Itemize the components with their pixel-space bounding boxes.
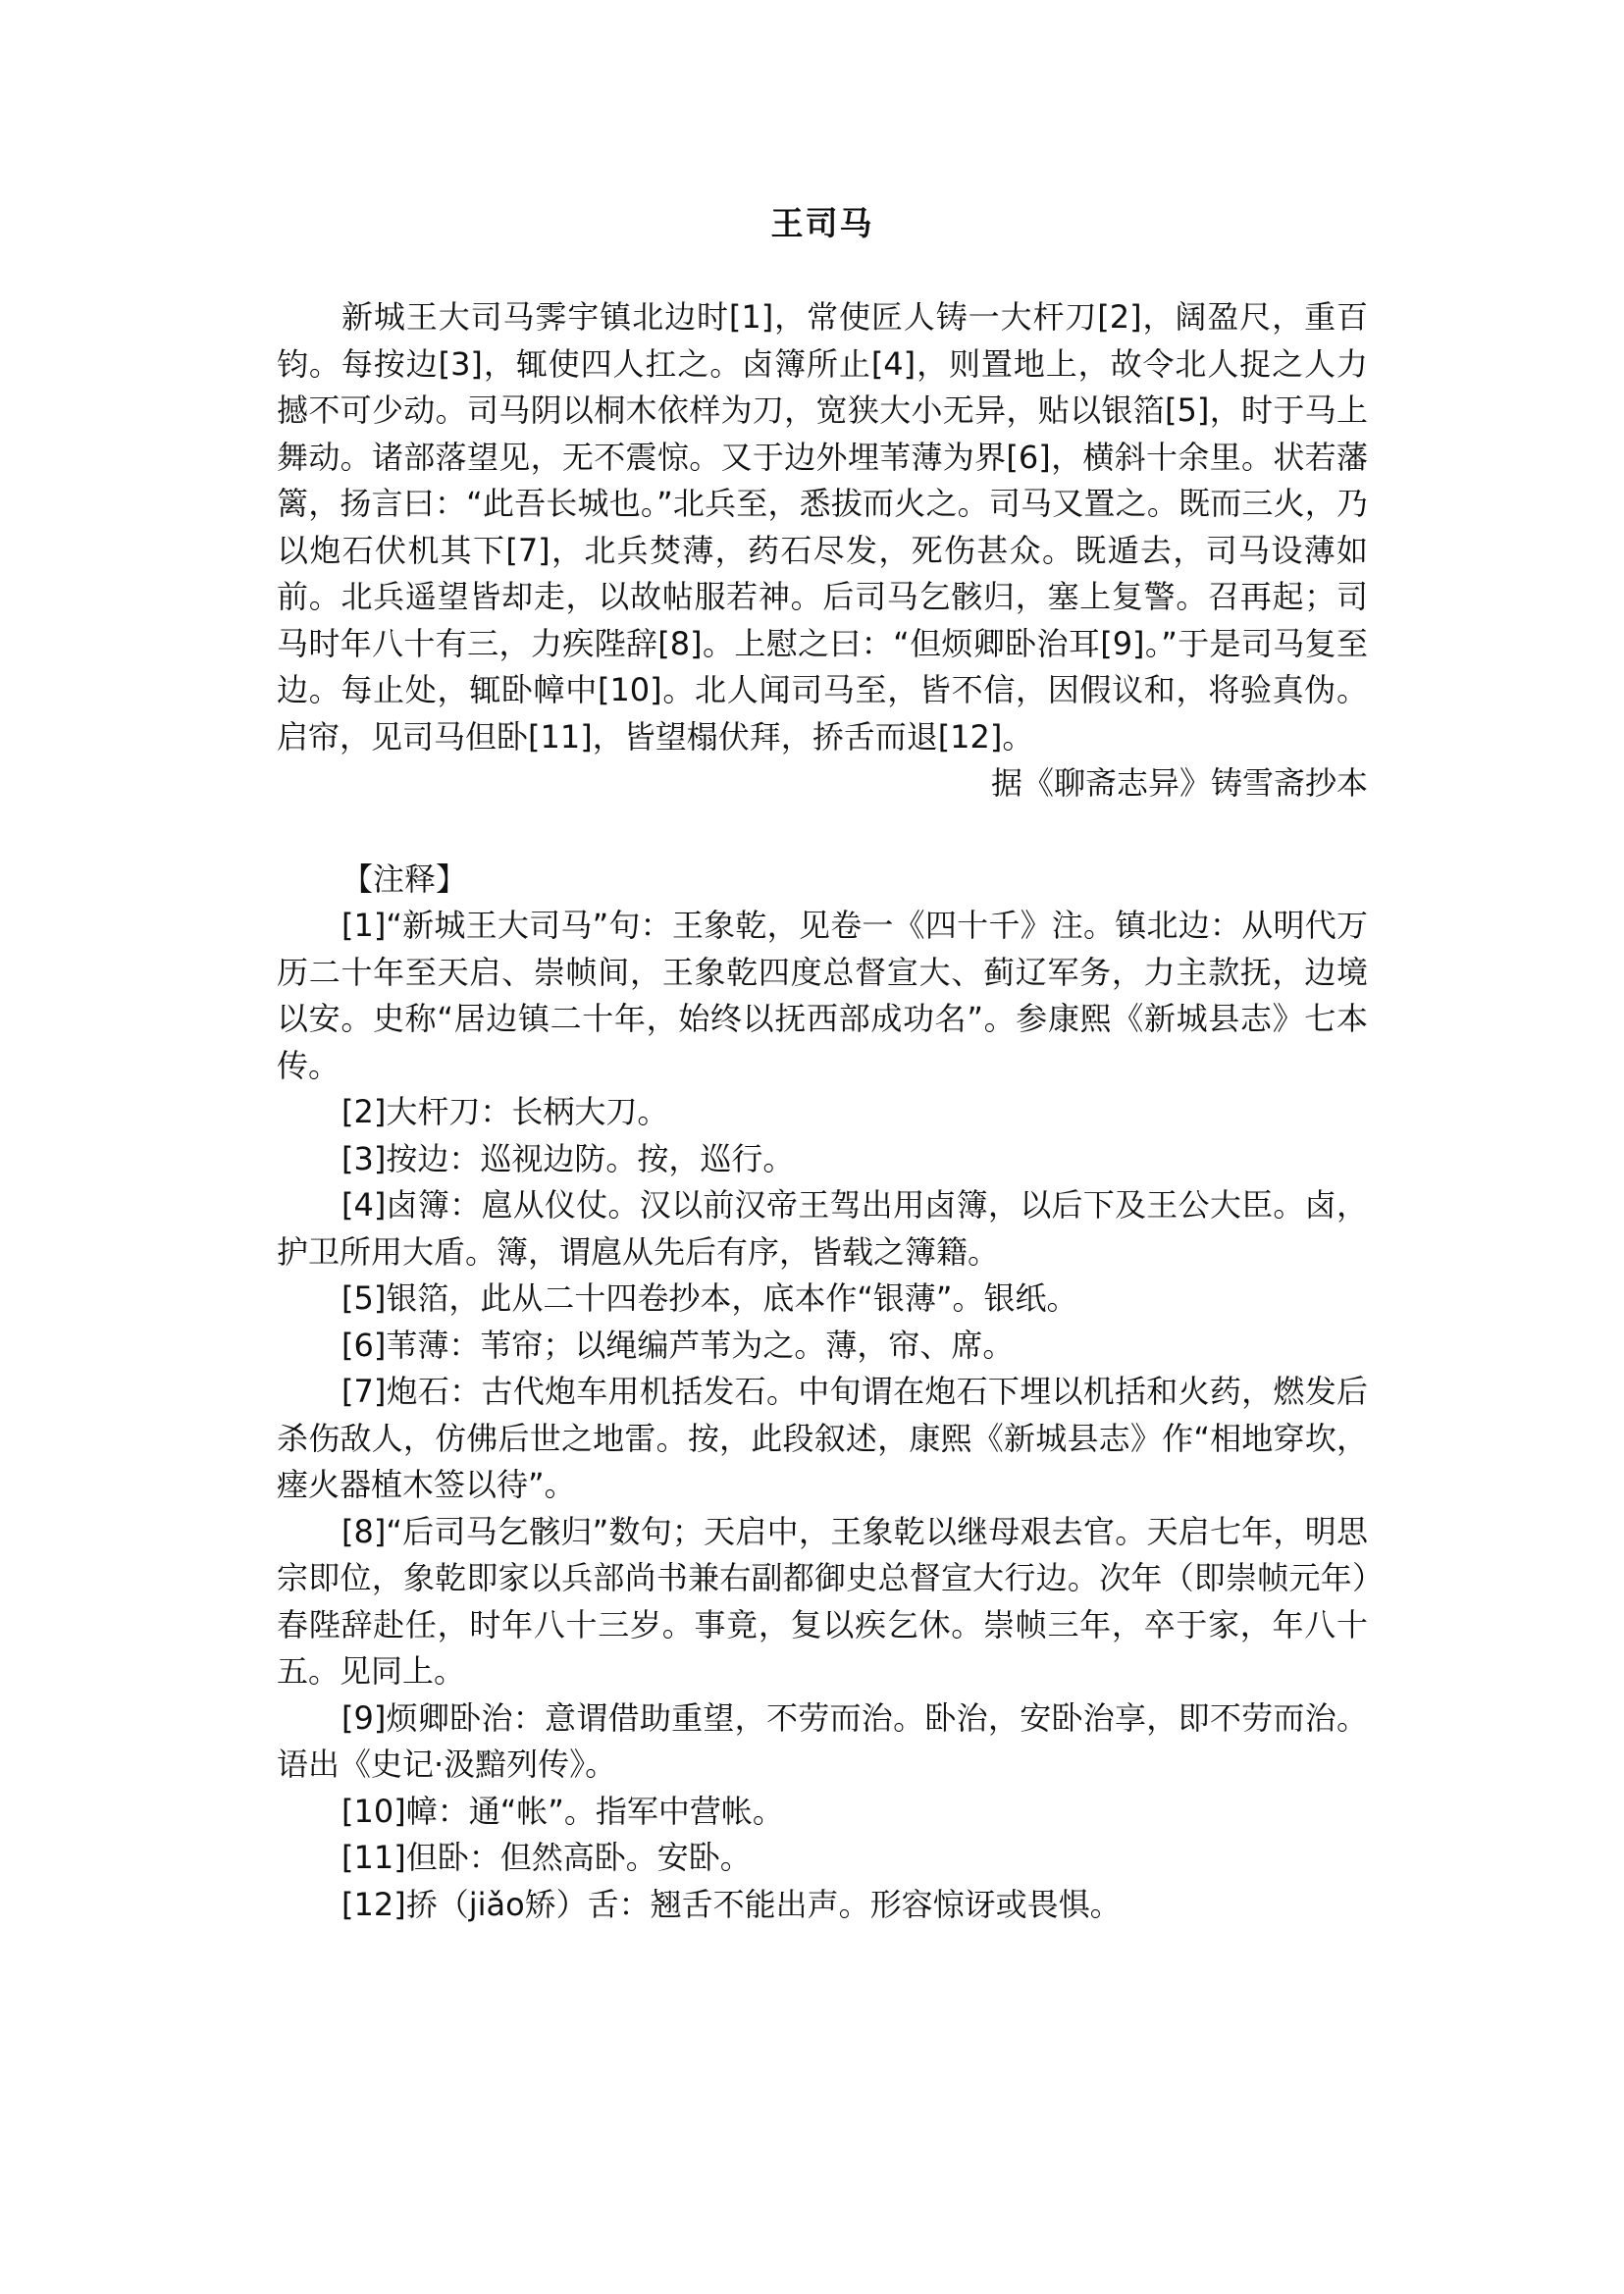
note-6: [6]苇薄：苇帘；以绳编芦苇为之。薄，帘、席。 bbox=[341, 1326, 1015, 1364]
note-9: [9]烦卿卧治：意谓借助重望，不劳而治。卧治，安卧治享，即不劳而治。语出《史记·汲黯列传》。 bbox=[277, 1698, 1368, 1783]
note-10: [10]幛：通“帐”。指军中营帐。 bbox=[341, 1792, 784, 1830]
note-3: [3]按边：巡视边防。按，巡行。 bbox=[341, 1139, 795, 1177]
source-citation: 据《聊斋志异》铸雪斋抄本 bbox=[990, 764, 1368, 802]
note-11: [11]但卧：但然高卧。安卧。 bbox=[341, 1839, 752, 1876]
document-title: 王司马 bbox=[770, 204, 874, 242]
note-4: [4]卤簿：扈从仪仗。汉以前汉帝王驾出用卤簿，以后下及王公大臣。卤，护卫所用大盾。簿，谓扈从先后有序，皆载之簿籍。 bbox=[277, 1186, 1368, 1271]
document-page bbox=[277, 196, 1368, 1928]
notes-list bbox=[277, 903, 1368, 1928]
note-2: [2]大杆刀：长柄大刀。 bbox=[341, 1093, 669, 1130]
notes-heading: 【注释】 bbox=[341, 860, 468, 898]
note-7: [7]炮石：古代炮车用机括发石。中旬谓在炮石下埋以机括和火药，燃发后杀伤敌人，仿佛后世之地雷。按，此段叙述，康熙《新城县志》作“相地穿坎，瘗火器植木签以待”。 bbox=[277, 1373, 1368, 1503]
story-paragraph: 新城王大司马霁宇镇北边时[1]，常使匠人铸一大杆刀[2]，阔盈尺，重百钧。每按边[3]，辄使四人扛之。卤簿所止[4]，则置地上，故令北人捉之人力撼不可少动。司马阴以桐木依样为刀，宽狭大小无异，贴以银箔[5]，时于马上舞动。诸部落望见，无不震惊。又于边外埋苇薄为界[6]，横斜十余里。状若藩篱，扬言曰：“此吾长城也。”北兵至，悉拔而火之。司马又置之。既而三火，乃以炮石伏机其下[7]，北兵焚薄，药石尽发，死伤甚众。既遁去，司马设薄如前。北兵遥望皆却走，以故帖服若神。后司马乞骸归，塞上复警。召再起；司马时年八十有三，力疾陛辞[8]。上慰之曰：“但烦卿卧治耳[9]。”于是司马复至边。每止处，辄卧幛中[10]。北人闻司马至，皆不信，因假议和，将验真伪。启帘，见司马但卧[11]，皆望榻伏拜，挢舌而退[12]。 bbox=[277, 298, 1368, 756]
note-1: [1]“新城王大司马”句：王象乾，见卷一《四十千》注。镇北边：从明代万历二十年至天启、崇帧间，王象乾四度总督宣大、蓟辽军务，力主款抚，边境以安。史称“居边镇二十年，始终以抚西部成功名”。参康熙《新城县志》七本传。 bbox=[277, 907, 1368, 1084]
note-12: [12]挢（jiǎo矫）舌：翘舌不能出声。形容惊讶或畏惧。 bbox=[341, 1885, 1122, 1923]
note-8: [8]“后司马乞骸归”数句；天启中，王象乾以继母艰去官。天启七年，明思宗即位，象乾即家以兵部尚书兼右副都御史总督宣大行边。次年（即崇帧元年）春陛辞赴任，时年八十三岁。事竟，复以疾乞休。崇帧三年，卒于家，年八十五。见同上。 bbox=[277, 1512, 1368, 1690]
note-5: [5]银箔，此从二十四卷抄本，底本作“银薄”。银纸。 bbox=[341, 1279, 1078, 1317]
